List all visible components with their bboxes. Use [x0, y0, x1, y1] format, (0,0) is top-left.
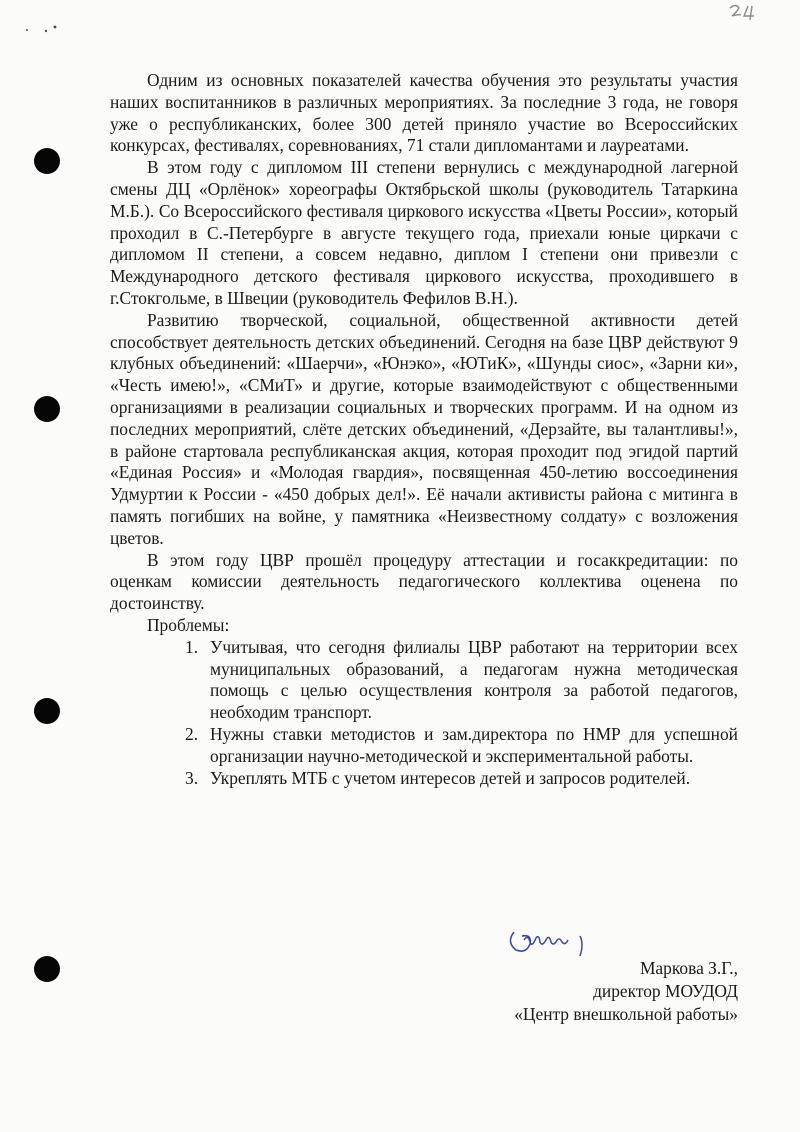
problem-item [185, 636, 738, 724]
problem-number: 3. [185, 767, 199, 788]
problems-list [110, 637, 738, 790]
scan-speck-marks [24, 22, 66, 34]
signer-organization: «Центр внешкольной работы» [514, 1004, 738, 1024]
handwritten-page-number [726, 2, 768, 24]
problem-number: 2. [185, 723, 199, 744]
problem-text: Укреплять МТБ с учетом интересов детей и запросов родителей. [210, 767, 691, 788]
paragraph: Одним из основных показателей качества обучения это результаты участия наших воспитанников в различных мероприятиях. За последние 3 года, не говоря уже о республиканских, более 300 детей приняло участие во Всероссийских конкурсах, фестивалях, соревнованиях, 71 стали дипломантами и лауреатами. [110, 70, 738, 156]
signature-block [514, 957, 738, 1026]
problem-item [185, 767, 738, 790]
problem-number: 1. [185, 636, 199, 657]
problem-text: Учитывая, что сегодня филиалы ЦВР работают на территории всех муниципальных образований, а педагогам нужна методическая помощь с целью осуществления контроля за работой педагогов, необходим транспорт. [210, 636, 738, 723]
punch-hole [34, 698, 60, 724]
paragraph: Развитию творческой, социальной, общественной активности детей способствует деятельность детских объединений. Сегодня на базе ЦВР действуют 9 клубных объединений: «Шаерчи», «Юнэко», «ЮТиК», «Шунды сиос», «Зарни ки», «Честь имею!», «СМиТ» и другие, которые взаимодействуют с общественными организациями в реализации социальных и творческих программ. И на одном из последних мероприятий, слёте детских объединений, «Дерзайте, вы талантливы!», в районе стартовала республиканская акция, которая проходит под эгидой партий «Единая Россия» и «Молодая гвардия», посвященная 450-летию воссоединения Удмуртии к России - «450 добрых дел!». Её начали активисты района с митинга в память погибших на войне, у памятника «Неизвестному солдату» с возложения цветов. [110, 309, 738, 548]
signer-position: директор МОУДОД [593, 981, 738, 1001]
punch-hole [34, 956, 60, 982]
paragraph: В этом году с дипломом III степени вернулись с международной лагерной смены ДЦ «Орлёнок» хореографы Октябрьской школы (руководитель Татаркина М.Б.). Со Всероссийского фестиваля циркового искусства «Цветы России», который проходил в С.-Петербурге в августе текущего года, приехали юные циркачи с дипломом II степени, а совсем недавно, диплом I степени они привезли с Международного детского фестиваля циркового искусства, проходившего в г.Стокгольме, в Швеции (руководитель Фефилов В.Н.). [110, 157, 738, 308]
paragraph: В этом году ЦВР прошёл процедуру аттестации и госаккредитации: по оценкам комиссии деятельность педагогического коллектива оценена по достоинству. [110, 549, 738, 614]
signer-name: Маркова З.Г., [639, 958, 738, 978]
document-body [110, 70, 738, 789]
punch-hole [34, 148, 60, 174]
problem-text: Нужны ставки методистов и зам.директора по НМР для успешной организации научно-методической и экспериментальной работы. [210, 723, 738, 766]
problem-item [185, 723, 738, 768]
problems-heading: Проблемы: [147, 614, 230, 635]
punch-hole [34, 396, 60, 422]
